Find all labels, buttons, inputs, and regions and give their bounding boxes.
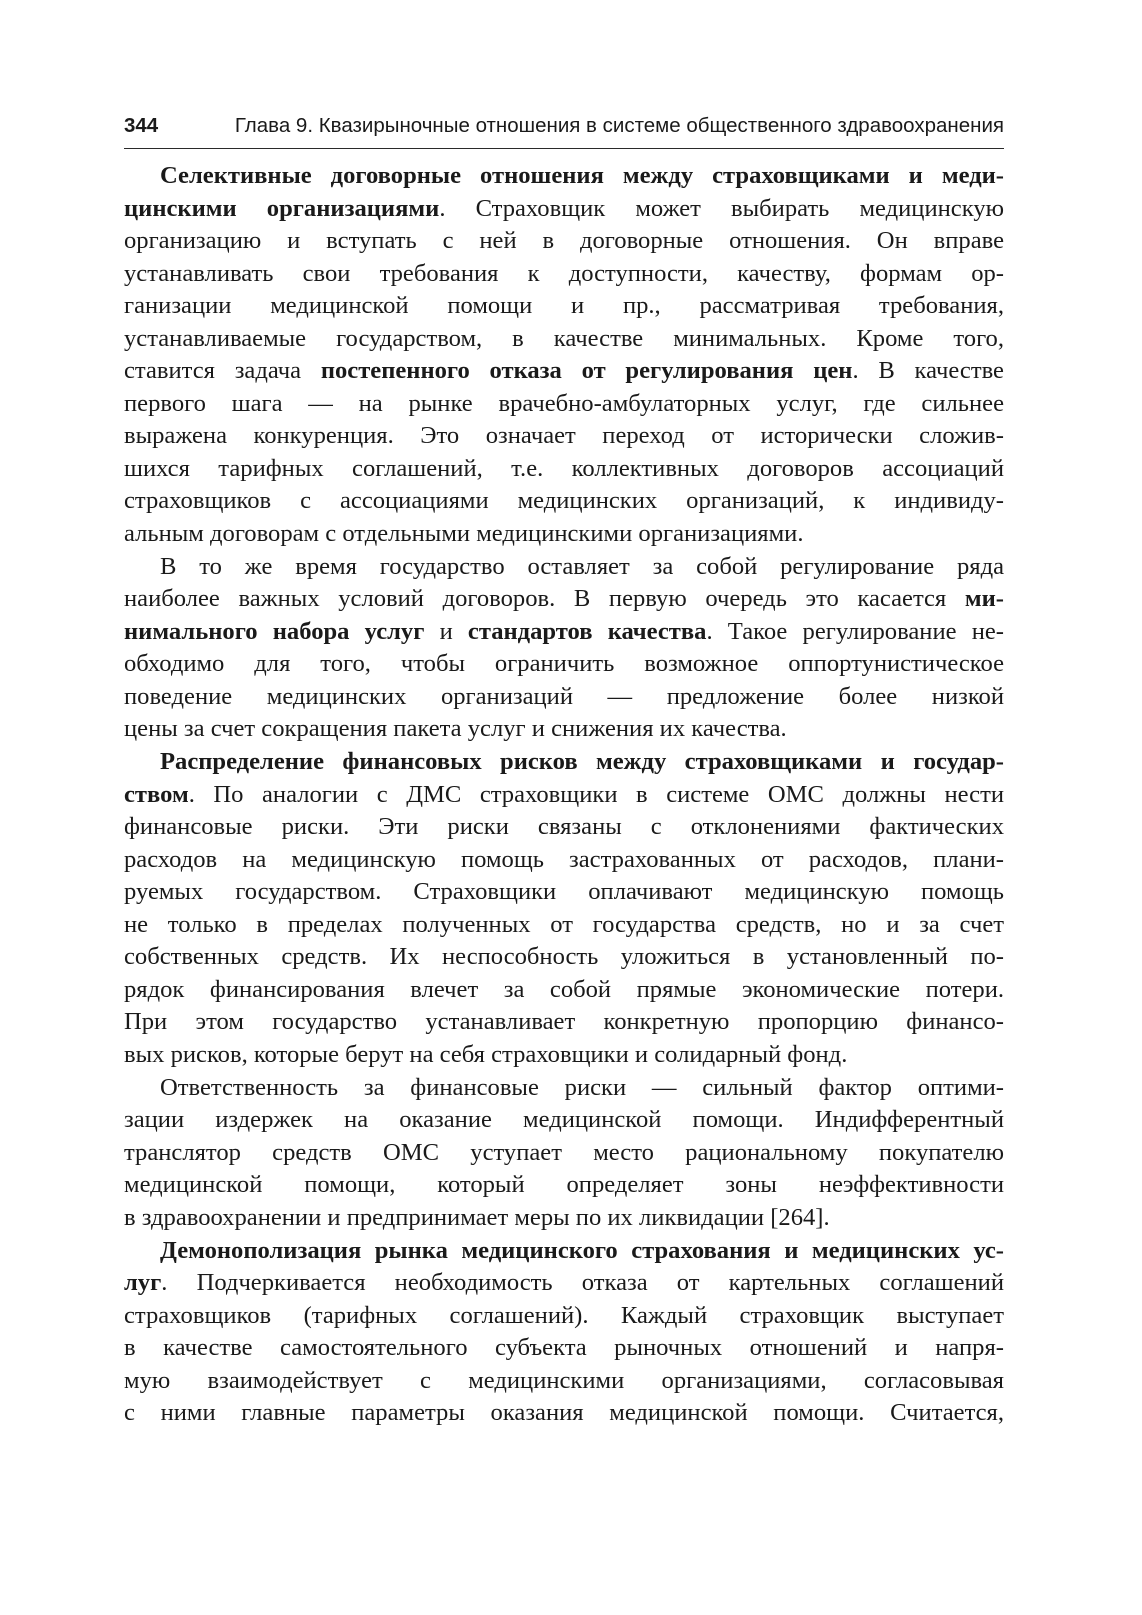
bold-term: Селективные договорные отношения между страховщиками и меди- <box>160 162 1004 189</box>
text-line <box>124 420 1004 453</box>
text-line <box>124 193 1004 226</box>
text-run: обходимо для того, чтобы ограничить возможное оппортунистическое <box>124 650 1004 677</box>
text-line <box>124 485 1004 518</box>
text-run: с ними главные параметры оказания медицинской помощи. Считается, <box>124 1399 1004 1426</box>
text-line <box>124 648 1004 681</box>
text-run: страховщиков (тарифных соглашений). Каждый страховщик выступает <box>124 1301 1004 1329</box>
text-run: Ответственность за финансовые риски — сильный фактор оптими- <box>160 1073 1004 1101</box>
text-run: зации издержек на оказание медицинской помощи. Индифферентный <box>124 1106 1004 1133</box>
text-run: устанавливаемые государством, в качестве минимальных. Кроме того, <box>124 324 1004 352</box>
header-rule <box>124 148 1004 149</box>
bold-term: постепенного отказа от регулирования цен <box>320 357 853 384</box>
text-line <box>124 1137 1004 1170</box>
text-line <box>124 713 1004 746</box>
text-run: . По аналогии с ДМС страховщики в системе ОМС должны нести <box>188 780 1004 808</box>
text-run: организацию и вступать с ней в договорные отношения. Он вправе <box>124 227 1004 254</box>
text-run: шихся тарифных соглашений, т.е. коллективных договоров ассоциаций <box>124 454 1004 482</box>
text-run: вых рисков, которые берут на себя страховщики и солидарный фонд. <box>124 1040 848 1068</box>
text-run: страховщиков с ассоциациями медицинских организаций, к индивиду- <box>124 487 1004 514</box>
text-line <box>124 1365 1004 1398</box>
text-line <box>160 746 1004 779</box>
bold-term: ми- <box>964 585 1004 612</box>
text-run: альным договорам с отдельными медицинскими организациями. <box>124 519 804 547</box>
text-run: мую взаимодействует с медицинскими организациями, согласовывая <box>124 1366 1004 1394</box>
text-run: устанавливать свои требования к доступности, качеству, формам ор- <box>124 259 1004 287</box>
text-run: ставится задача <box>124 357 321 384</box>
text-line <box>124 909 1004 942</box>
text-run: собственных средств. Их неспособность уложиться в установленный по- <box>124 943 1004 970</box>
text-run: финансовые риски. Эти риски связаны с отклонениями фактических <box>124 813 1004 840</box>
text-line <box>160 551 1004 584</box>
text-line <box>124 681 1004 714</box>
text-line <box>124 1006 1004 1039</box>
text-run: поведение медицинских организаций — предложение более низкой <box>124 682 1004 710</box>
text-run: ганизации медицинской помощи и пр., рассматривая требования, <box>124 292 1004 319</box>
text-line <box>124 1267 1004 1300</box>
text-run: В то же время государство оставляет за собой регулирование ряда <box>160 552 1004 580</box>
bold-term: Демонополизация рынка медицинского страхования и медицинских ус- <box>160 1236 1004 1264</box>
text-line <box>124 844 1004 877</box>
text-run: руемых государством. Страховщики оплачивают медицинскую помощь <box>124 878 1004 905</box>
text-run: и <box>424 617 468 645</box>
running-header <box>124 108 1004 148</box>
text-line <box>124 225 1004 258</box>
text-run: выражена конкуренция. Это означает переход от исторически сложив- <box>124 422 1004 449</box>
text-line <box>124 616 1004 649</box>
text-line <box>124 1104 1004 1137</box>
text-run: . Страховщик может выбирать медицинскую <box>439 194 1004 222</box>
bold-term: луг <box>124 1269 162 1296</box>
bold-term: ством <box>124 780 189 808</box>
text-run: . В качестве <box>852 357 1004 384</box>
text-line <box>160 1235 1004 1268</box>
text-line <box>124 323 1004 356</box>
text-line <box>124 941 1004 974</box>
text-run: рядок финансирования влечет за собой прямые экономические потери. <box>124 975 1004 1003</box>
text-line <box>124 1169 1004 1202</box>
text-line <box>124 290 1004 323</box>
text-line <box>124 518 1004 551</box>
text-run: медицинской помощи, который определяет зоны неэффективности <box>124 1171 1004 1198</box>
bold-term: Распределение финансовых рисков между страховщиками и государ- <box>160 748 1004 775</box>
text-run: При этом государство устанавливает конкретную пропорцию финансо- <box>124 1008 1004 1035</box>
text-line <box>124 355 1004 388</box>
text-line <box>160 160 1004 193</box>
text-run: цены за счет сокращения пакета услуг и снижения их качества. <box>124 715 787 742</box>
bold-term: стандартов качества <box>467 617 707 645</box>
text-line <box>124 974 1004 1007</box>
text-line <box>124 388 1004 421</box>
text-line <box>124 1039 1004 1072</box>
text-run: в качестве самостоятельного субъекта рыночных отношений и напря- <box>124 1334 1004 1361</box>
text-line <box>124 811 1004 844</box>
text-line <box>124 1397 1004 1430</box>
text-line <box>124 258 1004 291</box>
text-run: . Подчеркивается необходимость отказа от картельных соглашений <box>161 1269 1004 1296</box>
text-run: в здравоохранении и предпринимает меры по их ликвидации [264]. <box>124 1203 830 1231</box>
text-run: первого шага — на рынке врачебно-амбулаторных услуг, где сильнее <box>124 389 1004 417</box>
chapter-title: Глава 9. Квазирыночные отношения в системе общественного здравоохранения <box>234 114 1004 137</box>
text-run: . Такое регулирование не- <box>706 617 1004 645</box>
text-line <box>124 1300 1004 1333</box>
text-line <box>124 583 1004 616</box>
text-run: не только в пределах полученных от государства средств, но и за счет <box>124 910 1004 938</box>
text-line <box>124 1202 1004 1235</box>
text-line <box>160 1072 1004 1105</box>
text-run: наиболее важных условий договоров. В первую очередь это касается <box>124 585 965 612</box>
text-run: расходов на медицинскую помощь застрахованных от расходов, плани- <box>124 845 1004 873</box>
text-line <box>124 876 1004 909</box>
text-line <box>124 1332 1004 1365</box>
bold-term: нимального набора услуг <box>124 617 425 645</box>
page-number: 344 <box>124 114 159 137</box>
text-line <box>124 779 1004 812</box>
bold-term: цинскими организациями <box>124 194 440 222</box>
text-run: транслятор средств ОМС уступает место рациональному покупателю <box>124 1138 1004 1166</box>
text-line <box>124 453 1004 486</box>
